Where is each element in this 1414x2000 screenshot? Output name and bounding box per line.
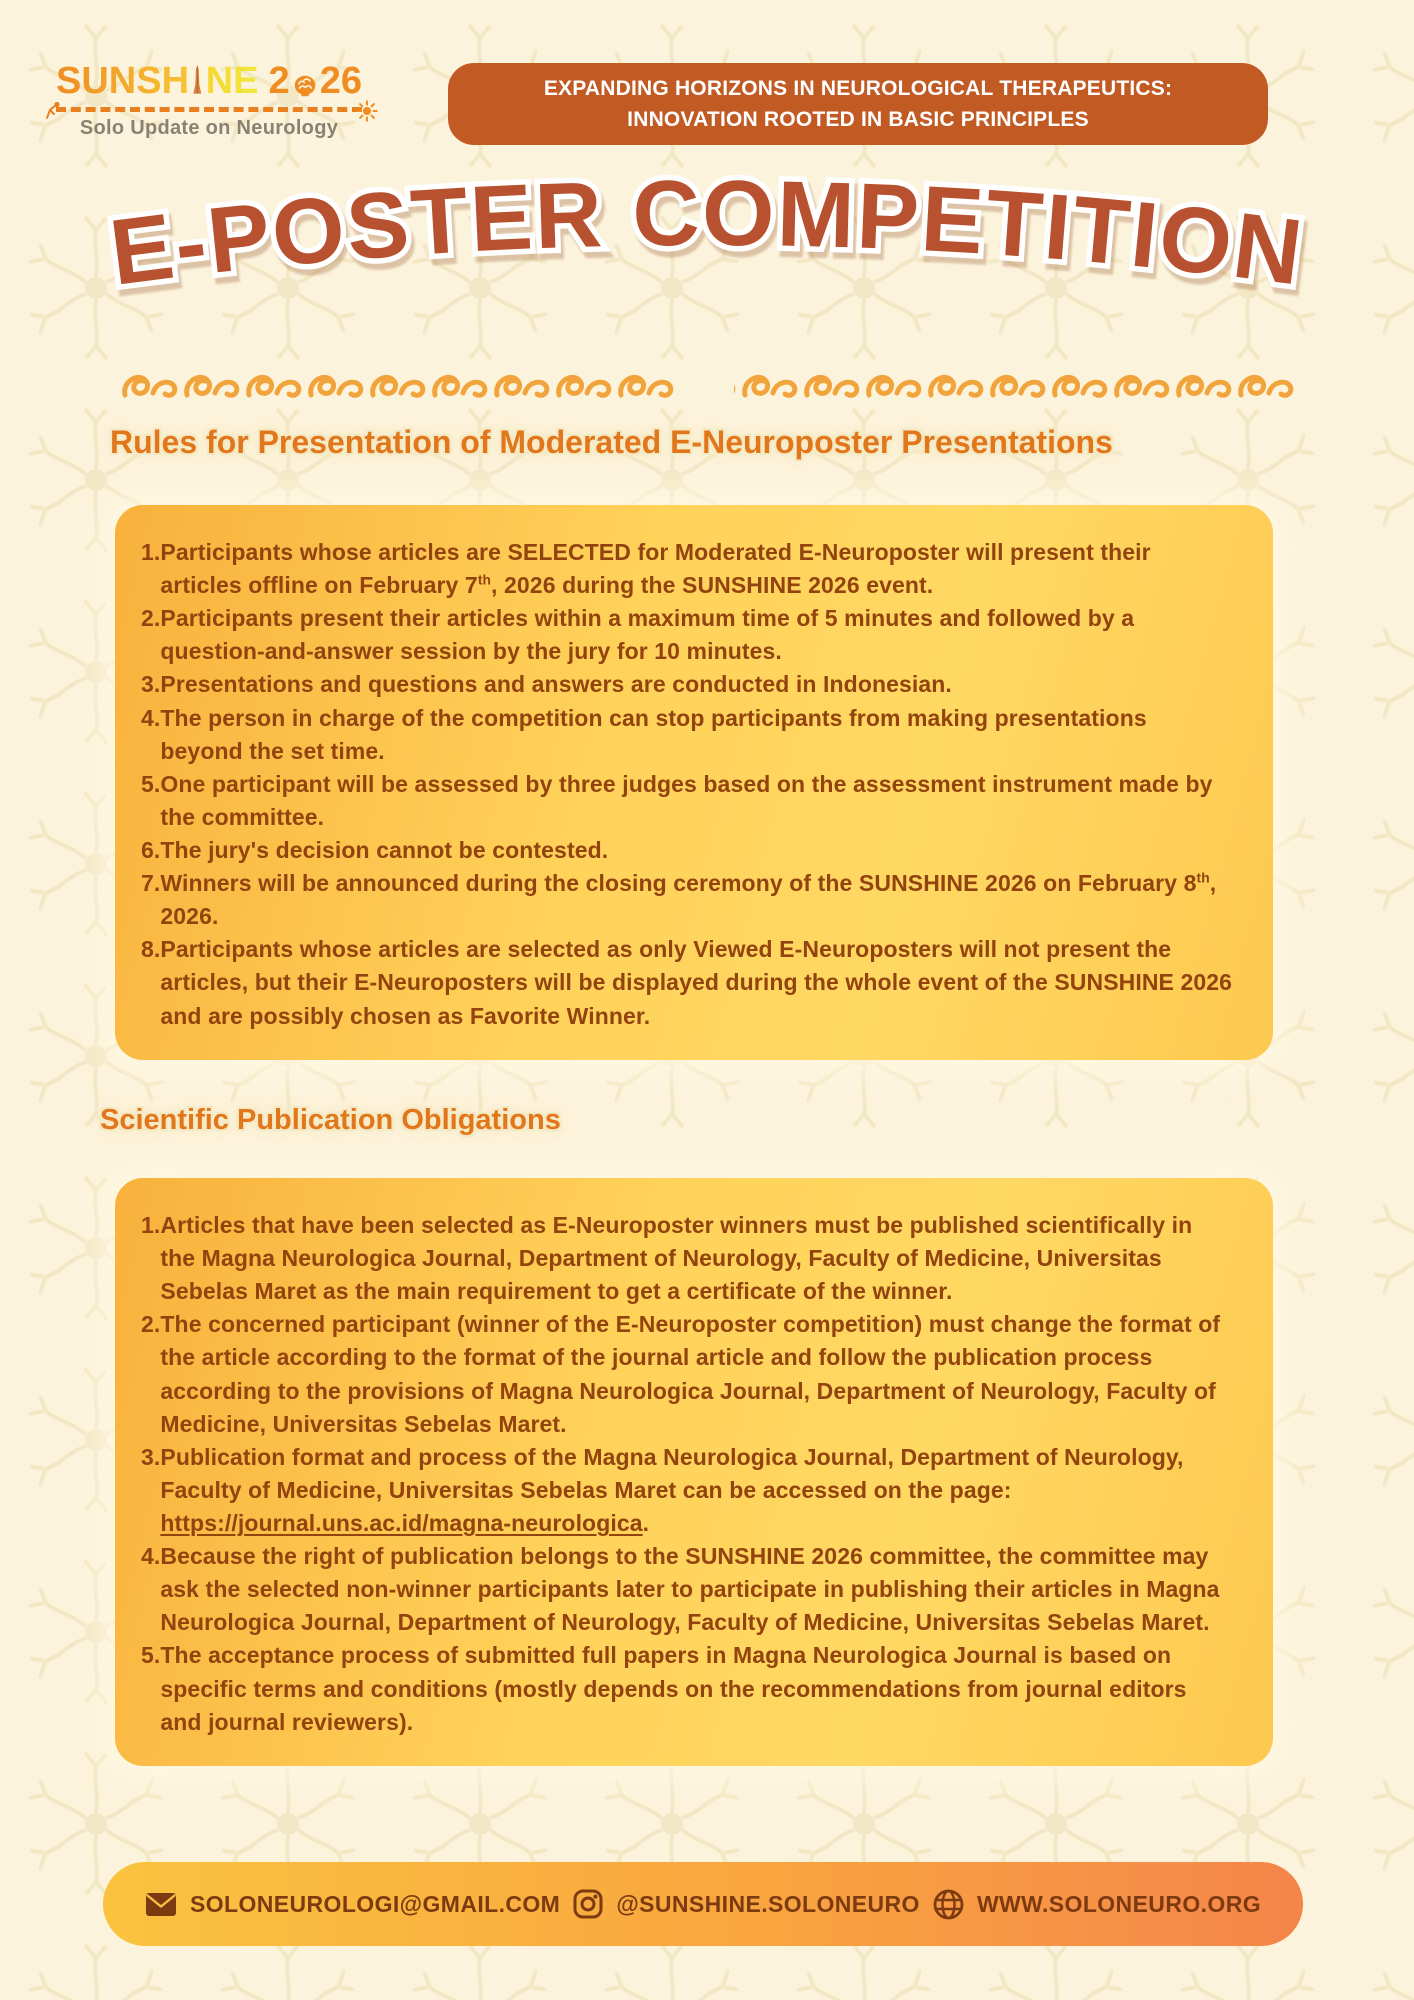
- theme-banner-line2: INNOVATION ROOTED IN BASIC PRINCIPLES: [627, 108, 1089, 131]
- svg-text:E-POSTER COMPETITION: [105, 161, 1310, 305]
- list-item-text: Presentations and questions and answers are conducted in Indonesian.: [160, 671, 952, 698]
- list-item-number: 3.: [141, 671, 161, 698]
- publication-section-heading: Scientific Publication Obligations: [100, 1104, 561, 1136]
- list-item-text: Participants whose articles are SELECTED for Moderated E-Neuroposter will present their articles offline on February 7th, 2026 during the SUNSHINE 2026 event.: [160, 539, 1151, 599]
- list-item-text: Publication format and process of the Magna Neurologica Journal, Department of Neurology, Faculty of Medicine, Universitas Sebelas Maret can be accessed on the page: https://journal.uns.ac.id/magna-neurologica.: [160, 1443, 1184, 1536]
- list-item: [141, 1540, 1233, 1639]
- list-item-text: One participant will be assessed by three judges based on the assessment instrument made by the committee.: [160, 770, 1213, 830]
- email-contact[interactable]: [145, 1891, 560, 1918]
- list-item-number: 4.: [141, 704, 161, 731]
- logo-year-26: 26: [319, 60, 362, 102]
- list-item: [141, 602, 1233, 668]
- website-contact[interactable]: [933, 1889, 1261, 1920]
- list-item-text: The acceptance process of submitted full papers in Magna Neurologica Journal is based on specific terms and conditions (mostly depends on the recommendations from journal editors and journal reviewers).: [160, 1642, 1187, 1735]
- journal-link[interactable]: https://journal.uns.ac.id/magna-neurologica: [160, 1509, 643, 1536]
- main-title-text: E-POSTER COMPETITION: [104, 160, 1310, 305]
- list-item-number: 4.: [141, 1543, 161, 1570]
- list-item-text: The person in charge of the competition can stop participants from making presentations beyond the set time.: [160, 704, 1147, 764]
- envelope-icon: [145, 1892, 177, 1917]
- instagram-contact[interactable]: [573, 1889, 920, 1919]
- swirl-divider-icon: [120, 368, 1294, 406]
- brain-icon: [293, 70, 317, 102]
- list-item-number: 6.: [141, 836, 161, 863]
- list-item-number: 8.: [141, 936, 161, 963]
- list-item: [141, 1308, 1233, 1440]
- logo-year-2: 2: [268, 60, 290, 102]
- list-item: [141, 702, 1233, 768]
- rules-list: [141, 536, 1233, 1033]
- globe-icon: [933, 1889, 964, 1920]
- main-title: [0, 103, 1414, 318]
- logo-text-ne: NE: [205, 60, 259, 102]
- list-item-text: Participants whose articles are selected as only Viewed E-Neuroposters will not present the articles, but their E-Neuroposters will be displayed during the whole event of the SUNSHINE 2026 and are possibly chosen as Favorite Winner.: [160, 936, 1233, 1029]
- list-item-number: 2.: [141, 1311, 161, 1338]
- list-item: [141, 834, 1233, 867]
- list-item: [141, 1639, 1233, 1738]
- list-item-text: Participants present their articles within a maximum time of 5 minutes and followed by a question-and-answer session by the jury for 10 minutes.: [160, 605, 1135, 665]
- logo-wordmark: [56, 58, 362, 100]
- list-item: [141, 867, 1233, 933]
- list-item-text: Because the right of publication belongs to the SUNSHINE 2026 committee, the committee may ask the selected non-winner participants later to participate in publishing their articles in Magna Neurologica Journal, Department of Neurology, Faculty of Medicine, Universitas Sebelas Maret.: [160, 1543, 1220, 1636]
- logo-tagline: Solo Update on Neurology: [79, 117, 339, 139]
- publication-list: [141, 1209, 1233, 1739]
- list-item-number: 7.: [141, 870, 161, 897]
- list-item-number: 2.: [141, 605, 161, 632]
- instagram-icon: [573, 1889, 603, 1919]
- list-item: [141, 668, 1233, 701]
- tower-icon: [192, 58, 203, 104]
- theme-banner-line1: EXPANDING HORIZONS IN NEUROLOGICAL THERAPEUTICS:: [543, 76, 1173, 100]
- rules-card: [115, 505, 1273, 1060]
- list-item-number: 5.: [141, 770, 161, 797]
- list-item-text: The jury's decision cannot be contested.: [160, 836, 609, 863]
- list-item: [141, 768, 1233, 834]
- list-item: [141, 933, 1233, 1032]
- list-item-number: 1.: [141, 539, 161, 565]
- list-item: [141, 1441, 1233, 1540]
- contact-footer-bar: [103, 1862, 1303, 1946]
- list-item-text: Articles that have been selected as E-Neuroposter winners must be published scientifically in the Magna Neurologica Journal, Department of Neurology, Faculty of Medicine, Universitas Sebelas Maret as the main requirement to get a certificate of the winner.: [160, 1212, 1193, 1305]
- list-item-number: 3.: [141, 1443, 161, 1470]
- list-item: [141, 536, 1233, 602]
- logo-text-sunsh: SUNSH: [56, 60, 190, 102]
- publication-card: [115, 1178, 1273, 1766]
- instagram-text: @SUNSHINE.SOLONEURO: [616, 1890, 920, 1917]
- list-item-text: The concerned participant (winner of the E-Neuroposter competition) must change the format of the article according to the format of the journal article and follow the publication process according to the provisions of Magna Neurologica Journal, Department of Neurology, Faculty of Medicine, Universitas Sebelas Maret.: [160, 1311, 1221, 1437]
- list-item-number: 1.: [141, 1212, 161, 1238]
- list-item-text: Winners will be announced during the closing ceremony of the SUNSHINE 2026 on February 8th, 2026.: [160, 870, 1217, 930]
- email-text: SOLONEUROLOGI@GMAIL.COM: [190, 1890, 561, 1917]
- website-text: WWW.SOLONEURO.ORG: [976, 1890, 1261, 1917]
- list-item: [141, 1209, 1233, 1308]
- list-item-number: 5.: [141, 1642, 161, 1669]
- rules-section-heading: Rules for Presentation of Moderated E-Neuroposter Presentations: [110, 424, 1113, 460]
